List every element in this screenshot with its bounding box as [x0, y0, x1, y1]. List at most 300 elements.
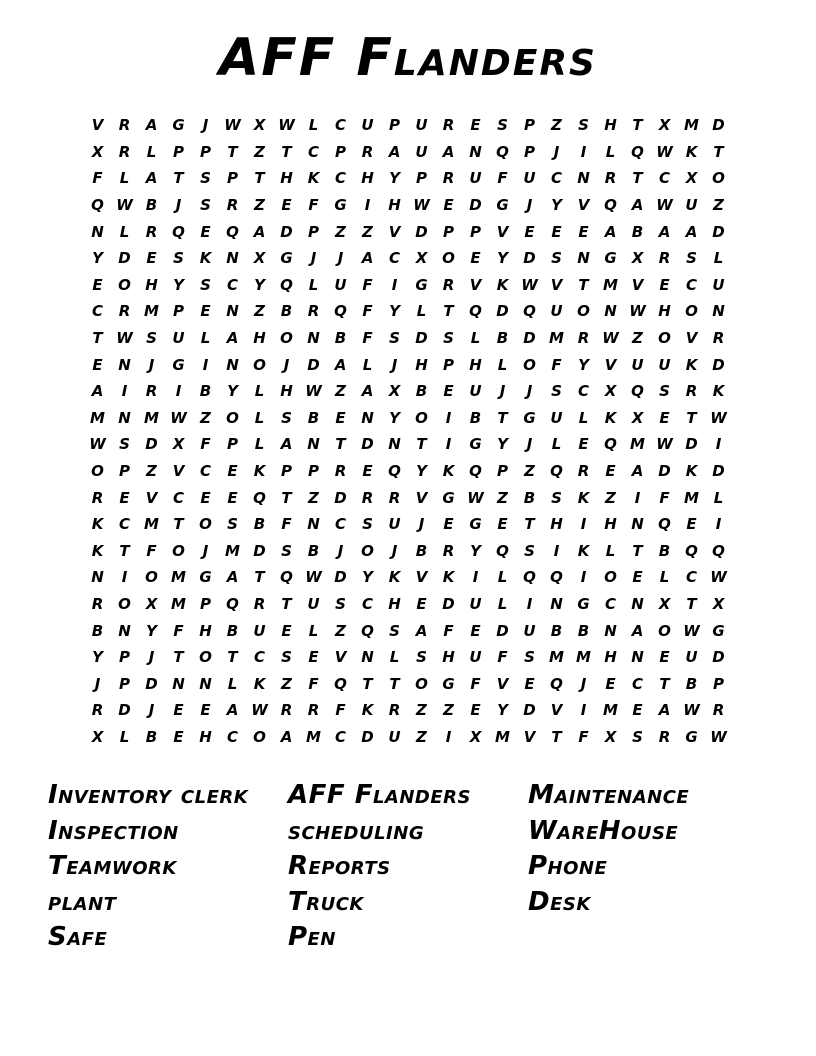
- grid-letter: D: [415, 222, 428, 241]
- grid-letter: P: [416, 169, 427, 188]
- grid-letter: F: [497, 169, 508, 188]
- grid-letter: K: [577, 541, 590, 560]
- grid-letter: M: [171, 594, 186, 613]
- word-item: Inspection: [48, 815, 179, 846]
- grid-letter: E: [281, 621, 292, 640]
- grid-letter: N: [577, 249, 590, 268]
- grid-letter: D: [361, 435, 374, 454]
- puzzle-title: AFF Flanders: [219, 28, 597, 88]
- grid-letter: Q: [550, 462, 563, 481]
- grid-letter: Z: [308, 488, 319, 507]
- grid-letter: T: [227, 648, 238, 667]
- grid-letter: R: [442, 116, 455, 135]
- grid-letter: N: [577, 169, 590, 188]
- grid-letter: Z: [416, 701, 427, 720]
- grid-letter: B: [199, 382, 212, 401]
- grid-letter: D: [334, 568, 347, 587]
- grid-letter: M: [144, 302, 159, 321]
- grid-letter: I: [715, 435, 722, 454]
- grid-letter: T: [659, 674, 670, 693]
- grid-letter: R: [118, 116, 131, 135]
- grid-letter: F: [578, 727, 589, 746]
- grid-letter: Q: [388, 462, 401, 481]
- grid-letter: D: [334, 488, 347, 507]
- grid-letter: S: [551, 249, 562, 268]
- grid-letter: L: [605, 142, 616, 161]
- grid-letter: S: [146, 329, 157, 348]
- grid-letter: X: [145, 594, 158, 613]
- grid-letter: R: [334, 462, 347, 481]
- grid-letter: G: [469, 515, 482, 534]
- grid-letter: S: [443, 329, 454, 348]
- grid-letter: B: [334, 329, 347, 348]
- grid-letter: R: [442, 275, 455, 294]
- grid-letter: R: [442, 541, 455, 560]
- grid-letter: B: [415, 541, 428, 560]
- grid-letter: B: [550, 621, 563, 640]
- grid-letter: V: [604, 355, 617, 374]
- grid-letter: W: [710, 727, 727, 746]
- grid-letter: I: [580, 568, 587, 587]
- grid-letter: M: [630, 435, 645, 454]
- grid-letter: U: [388, 515, 401, 534]
- grid-letter: A: [658, 222, 671, 241]
- grid-letter: R: [712, 701, 725, 720]
- grid-letter: Y: [227, 382, 238, 401]
- grid-letter: R: [712, 329, 725, 348]
- grid-letter: V: [577, 196, 590, 215]
- grid-letter: B: [577, 621, 590, 640]
- grid-letter: L: [416, 302, 427, 321]
- grid-letter: V: [496, 674, 509, 693]
- grid-letter: E: [659, 408, 670, 427]
- grid-letter: K: [91, 541, 104, 560]
- grid-letter: N: [469, 142, 482, 161]
- grid-letter: M: [684, 116, 699, 135]
- grid-letter: Q: [469, 462, 482, 481]
- grid-letter: Q: [496, 142, 509, 161]
- grid-letter: E: [605, 462, 616, 481]
- grid-letter: E: [470, 249, 481, 268]
- grid-letter: E: [524, 674, 535, 693]
- grid-letter: G: [442, 488, 455, 507]
- grid-letter: W: [116, 329, 133, 348]
- grid-letter: P: [497, 462, 508, 481]
- grid-letter: C: [118, 515, 130, 534]
- grid-letter: E: [470, 621, 481, 640]
- grid-letter: Z: [416, 727, 427, 746]
- grid-letter: N: [307, 515, 320, 534]
- grid-letter: E: [173, 701, 184, 720]
- grid-letter: L: [146, 142, 157, 161]
- grid-letter: D: [712, 116, 725, 135]
- grid-letter: A: [145, 116, 158, 135]
- word-item: plant: [48, 886, 117, 917]
- grid-letter: L: [308, 116, 319, 135]
- grid-letter: Z: [497, 488, 508, 507]
- grid-letter: J: [553, 142, 560, 161]
- grid-letter: M: [225, 541, 240, 560]
- grid-letter: R: [280, 701, 293, 720]
- grid-letter: Y: [497, 701, 508, 720]
- grid-letter: R: [658, 249, 671, 268]
- grid-letter: O: [685, 302, 698, 321]
- grid-letter: W: [116, 196, 133, 215]
- grid-letter: J: [148, 701, 155, 720]
- grid-letter: B: [91, 621, 104, 640]
- grid-letter: N: [226, 355, 239, 374]
- grid-letter: M: [90, 408, 105, 427]
- grid-letter: M: [684, 488, 699, 507]
- grid-letter: L: [119, 727, 130, 746]
- grid-letter: A: [685, 222, 698, 241]
- grid-letter: S: [119, 435, 130, 454]
- grid-letter: N: [118, 621, 131, 640]
- grid-letter: A: [361, 382, 374, 401]
- grid-letter: S: [497, 116, 508, 135]
- grid-letter: L: [119, 222, 130, 241]
- grid-letter: W: [710, 568, 727, 587]
- grid-letter: N: [118, 408, 131, 427]
- grid-letter: S: [524, 648, 535, 667]
- grid-letter: H: [469, 355, 482, 374]
- grid-letter: S: [227, 515, 238, 534]
- grid-letter: X: [91, 142, 104, 161]
- grid-letter: Q: [550, 568, 563, 587]
- grid-letter: O: [577, 302, 590, 321]
- grid-letter: N: [172, 674, 185, 693]
- grid-letter: P: [713, 674, 724, 693]
- grid-letter: T: [281, 488, 292, 507]
- grid-letter: N: [199, 674, 212, 693]
- grid-letter: E: [605, 674, 616, 693]
- grid-letter: I: [391, 275, 398, 294]
- grid-letter: M: [549, 329, 564, 348]
- word-item: Teamwork: [48, 851, 177, 882]
- grid-letter: V: [415, 568, 428, 587]
- grid-letter: S: [389, 621, 400, 640]
- grid-letter: D: [685, 435, 698, 454]
- grid-letter: K: [199, 249, 212, 268]
- grid-letter: U: [469, 169, 482, 188]
- grid-letter: R: [361, 142, 374, 161]
- grid-letter: J: [148, 648, 155, 667]
- grid-letter: Z: [254, 142, 265, 161]
- grid-letter: T: [173, 515, 184, 534]
- grid-letter: P: [308, 222, 319, 241]
- grid-letter: G: [172, 355, 185, 374]
- grid-letter: E: [200, 488, 211, 507]
- grid-letter: E: [578, 222, 589, 241]
- grid-letter: R: [442, 169, 455, 188]
- grid-letter: Q: [280, 275, 293, 294]
- grid-letter: E: [524, 222, 535, 241]
- grid-letter: B: [685, 674, 698, 693]
- grid-letter: D: [712, 648, 725, 667]
- grid-letter: F: [551, 355, 562, 374]
- grid-letter: K: [442, 568, 455, 587]
- grid-letter: A: [253, 222, 266, 241]
- grid-letter: J: [283, 355, 290, 374]
- grid-letter: O: [415, 674, 428, 693]
- grid-letter: J: [310, 249, 317, 268]
- grid-letter: J: [337, 541, 344, 560]
- grid-letter: F: [308, 196, 319, 215]
- grid-letter: W: [413, 196, 430, 215]
- grid-letter: L: [254, 382, 265, 401]
- grid-letter: G: [604, 249, 617, 268]
- grid-letter: W: [629, 302, 646, 321]
- grid-letter: Y: [497, 435, 508, 454]
- grid-letter: V: [550, 275, 563, 294]
- grid-letter: E: [443, 196, 454, 215]
- grid-letter: J: [175, 196, 182, 215]
- word-item: AFF Flanders: [288, 780, 471, 810]
- grid-letter: T: [686, 408, 697, 427]
- grid-letter: X: [604, 727, 617, 746]
- grid-letter: P: [173, 302, 184, 321]
- grid-letter: O: [91, 462, 104, 481]
- grid-letter: B: [523, 488, 536, 507]
- word-list: [48, 778, 768, 956]
- grid-letter: Q: [523, 302, 536, 321]
- grid-letter: K: [685, 355, 698, 374]
- grid-letter: L: [227, 674, 238, 693]
- grid-letter: P: [227, 435, 238, 454]
- grid-letter: D: [280, 222, 293, 241]
- grid-letter: D: [118, 701, 131, 720]
- grid-letter: F: [443, 621, 454, 640]
- grid-letter: F: [173, 621, 184, 640]
- grid-letter: H: [442, 648, 455, 667]
- grid-letter: M: [603, 275, 618, 294]
- grid-letter: C: [550, 169, 562, 188]
- grid-letter: E: [632, 701, 643, 720]
- grid-letter: Y: [146, 621, 157, 640]
- grid-letter: E: [632, 568, 643, 587]
- grid-letter: O: [523, 355, 536, 374]
- grid-letter: F: [281, 515, 292, 534]
- grid-letter: F: [146, 541, 157, 560]
- grid-letter: B: [496, 329, 509, 348]
- grid-letter: S: [200, 196, 211, 215]
- grid-letter: E: [686, 515, 697, 534]
- grid-letter: D: [145, 435, 158, 454]
- grid-letter: Q: [253, 488, 266, 507]
- grid-letter: W: [710, 408, 727, 427]
- grid-letter: Y: [362, 568, 373, 587]
- grid-letter: B: [145, 727, 158, 746]
- word-item: Truck: [288, 886, 364, 917]
- grid-letter: T: [497, 408, 508, 427]
- grid-letter: T: [632, 541, 643, 560]
- grid-letter: Y: [551, 196, 562, 215]
- grid-letter: U: [658, 355, 671, 374]
- grid-letter: P: [200, 142, 211, 161]
- grid-letter: N: [307, 435, 320, 454]
- grid-letter: G: [496, 196, 509, 215]
- grid-letter: G: [442, 674, 455, 693]
- grid-letter: M: [171, 568, 186, 587]
- grid-letter: N: [631, 515, 644, 534]
- grid-letter: W: [251, 701, 268, 720]
- grid-letter: C: [388, 249, 400, 268]
- grid-letter: Z: [362, 222, 373, 241]
- grid-letter: A: [631, 196, 644, 215]
- word-item: Inventory clerk: [48, 780, 249, 810]
- grid-letter: R: [145, 222, 158, 241]
- grid-letter: R: [658, 727, 671, 746]
- grid-letter: H: [415, 355, 428, 374]
- grid-letter: E: [173, 727, 184, 746]
- grid-letter: R: [604, 169, 617, 188]
- grid-letter: E: [551, 222, 562, 241]
- grid-letter: K: [307, 169, 320, 188]
- grid-letter: A: [280, 727, 293, 746]
- grid-letter: H: [388, 196, 401, 215]
- grid-letter: D: [442, 594, 455, 613]
- grid-letter: C: [199, 462, 211, 481]
- grid-letter: O: [604, 568, 617, 587]
- grid-letter: X: [253, 116, 266, 135]
- grid-letter: K: [577, 488, 590, 507]
- grid-letter: I: [445, 727, 452, 746]
- word-list-column-1: [48, 778, 288, 956]
- grid-letter: Q: [604, 196, 617, 215]
- grid-letter: M: [576, 648, 591, 667]
- grid-letter: O: [253, 355, 266, 374]
- grid-letter: R: [91, 701, 104, 720]
- grid-letter: O: [172, 541, 185, 560]
- grid-letter: O: [442, 249, 455, 268]
- grid-letter: E: [200, 222, 211, 241]
- grid-letter: A: [415, 621, 428, 640]
- grid-letter: X: [172, 435, 185, 454]
- grid-letter: A: [280, 435, 293, 454]
- grid-letter: Q: [550, 674, 563, 693]
- grid-letter: Y: [470, 541, 481, 560]
- grid-letter: C: [334, 169, 346, 188]
- grid-letter: J: [391, 541, 398, 560]
- grid-letter: E: [497, 515, 508, 534]
- grid-letter: R: [307, 302, 320, 321]
- grid-letter: N: [226, 249, 239, 268]
- grid-letter: I: [634, 488, 641, 507]
- grid-letter: W: [89, 435, 106, 454]
- grid-letter: H: [550, 515, 563, 534]
- grid-letter: U: [523, 169, 536, 188]
- grid-letter: O: [658, 621, 671, 640]
- grid-letter: X: [631, 408, 644, 427]
- grid-letter: Q: [226, 222, 239, 241]
- grid-letter: P: [119, 462, 130, 481]
- grid-letter: O: [415, 408, 428, 427]
- grid-letter: V: [172, 462, 185, 481]
- grid-letter: Y: [92, 648, 103, 667]
- word-list-column-3: [528, 778, 768, 956]
- grid-letter: B: [280, 302, 293, 321]
- grid-letter: C: [334, 116, 346, 135]
- grid-letter: N: [118, 355, 131, 374]
- grid-letter: V: [523, 727, 536, 746]
- grid-letter: P: [308, 462, 319, 481]
- grid-letter: J: [337, 249, 344, 268]
- grid-letter: X: [658, 594, 671, 613]
- grid-letter: S: [416, 648, 427, 667]
- grid-letter: Q: [361, 621, 374, 640]
- grid-letter: T: [524, 515, 535, 534]
- grid-letter: I: [580, 701, 587, 720]
- grid-letter: L: [254, 435, 265, 454]
- grid-letter: B: [226, 621, 239, 640]
- grid-letter: U: [253, 621, 266, 640]
- grid-letter: P: [335, 142, 346, 161]
- grid-letter: M: [603, 701, 618, 720]
- grid-letter: T: [578, 275, 589, 294]
- grid-letter: N: [361, 408, 374, 427]
- grid-letter: S: [200, 275, 211, 294]
- grid-letter: B: [631, 222, 644, 241]
- grid-letter: I: [121, 382, 128, 401]
- grid-letter: Z: [335, 621, 346, 640]
- grid-letter: W: [305, 382, 322, 401]
- grid-letter: D: [496, 302, 509, 321]
- grid-letter: U: [469, 594, 482, 613]
- grid-letter: P: [227, 169, 238, 188]
- grid-letter: N: [631, 594, 644, 613]
- grid-letter: K: [604, 408, 617, 427]
- grid-letter: W: [305, 568, 322, 587]
- grid-letter: N: [388, 435, 401, 454]
- grid-letter: F: [497, 648, 508, 667]
- grid-letter: S: [686, 249, 697, 268]
- grid-letter: I: [526, 594, 533, 613]
- grid-letter: Z: [605, 488, 616, 507]
- grid-letter: O: [226, 408, 239, 427]
- grid-letter: G: [172, 116, 185, 135]
- grid-letter: W: [521, 275, 538, 294]
- grid-letter: T: [173, 648, 184, 667]
- grid-letter: O: [199, 515, 212, 534]
- grid-letter: N: [226, 302, 239, 321]
- grid-letter: T: [389, 674, 400, 693]
- grid-letter: R: [361, 488, 374, 507]
- grid-letter: U: [172, 329, 185, 348]
- grid-letter: D: [145, 674, 158, 693]
- grid-letter: I: [121, 568, 128, 587]
- grid-letter: C: [631, 674, 643, 693]
- grid-letter: W: [656, 196, 673, 215]
- grid-letter: T: [281, 142, 292, 161]
- grid-letter: F: [92, 169, 103, 188]
- grid-letter: A: [604, 222, 617, 241]
- grid-letter: O: [361, 541, 374, 560]
- grid-letter: P: [443, 222, 454, 241]
- grid-letter: A: [145, 169, 158, 188]
- grid-letter: Q: [280, 568, 293, 587]
- grid-letter: Q: [334, 302, 347, 321]
- grid-letter: M: [549, 648, 564, 667]
- grid-letter: L: [362, 355, 373, 374]
- word-item: Safe: [48, 922, 108, 953]
- grid-letter: P: [470, 222, 481, 241]
- grid-letter: X: [631, 249, 644, 268]
- grid-letter: V: [469, 275, 482, 294]
- grid-letter: R: [91, 594, 104, 613]
- grid-letter: H: [388, 594, 401, 613]
- grid-letter: R: [118, 142, 131, 161]
- grid-letter: S: [578, 116, 589, 135]
